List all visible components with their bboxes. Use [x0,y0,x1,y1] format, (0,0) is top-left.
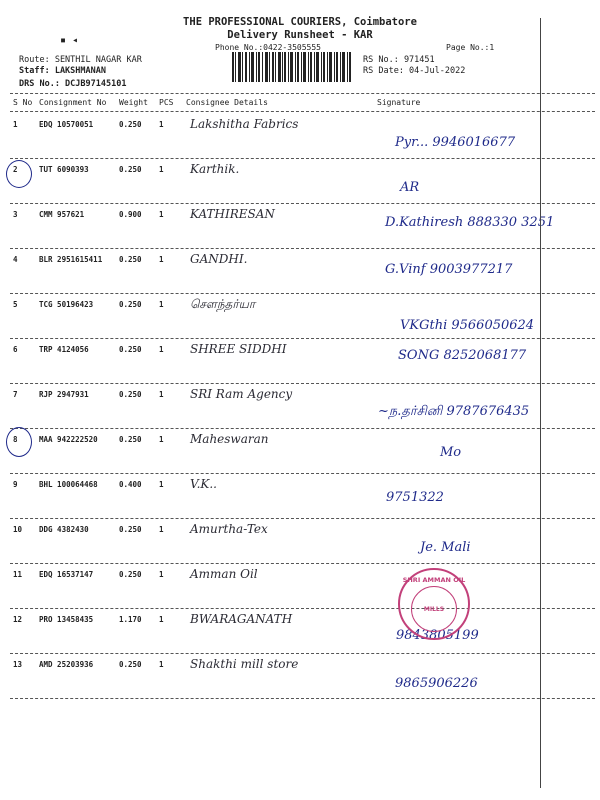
rs-date: RS Date: 04-Jul-2022 [363,66,466,76]
col-signature: Signature [377,98,421,107]
row-weight: 0.250 [119,300,142,309]
col-consignee: Consignee Details [186,98,268,107]
row-divider [10,563,595,564]
row-divider [10,473,595,474]
row-pcs: 1 [159,390,164,399]
row-divider [10,518,595,519]
row-sno: 6 [13,345,18,354]
row-consignment-no: TCG 50196423 [39,300,94,309]
drs-number: DRS No.: DCJB97145101 [19,79,127,89]
row-divider [10,653,595,654]
row-signature: VKGthi 9566050624 [400,318,535,333]
col-weight: Weight [119,98,148,107]
document-subtitle: Delivery Runsheet - KAR [227,29,373,41]
row-sno: 13 [13,660,23,669]
page-number: Page No.:1 [446,43,495,52]
row-weight: 0.250 [119,345,142,354]
row-consignment-no: PRO 13458435 [39,615,94,624]
row-signature: D.Kathiresh 888330 3251 [385,215,555,230]
row-consignee-name: KATHIRESAN [190,207,275,221]
row-consignee-name: GANDHI. [190,252,248,266]
barcode [232,52,352,82]
row-pcs: 1 [159,480,164,489]
phone-number: Phone No.:0422-3505555 [215,43,321,52]
ink-circle-mark [6,427,32,457]
row-sno: 3 [13,210,18,219]
row-weight: 0.250 [119,165,142,174]
row-sno: 5 [13,300,18,309]
row-consignee-name: சௌந்தர்யா [190,297,256,311]
row-consignee-name: Shakthi mill store [190,657,299,671]
rs-number: RS No.: 971451 [363,55,435,65]
row-consignee-name: SHREE SIDDHI [190,342,287,356]
ink-circle-mark [6,160,32,188]
stamp-inner-ring [411,586,457,632]
row-consignee-name: Amurtha-Tex [190,522,268,536]
row-sno: 11 [13,570,23,579]
row-divider [10,698,595,699]
row-consignment-no: BLR 2951615411 [39,255,103,264]
stamp-inner-text: MILLS [423,605,445,613]
row-signature: SONG 8252068177 [398,348,527,363]
row-consignment-no: AMD 25203936 [39,660,94,669]
row-signature: 9865906226 [395,676,478,691]
row-consignee-name: SRI Ram Agency [190,387,293,401]
row-divider [10,293,595,294]
row-consignee-name: Karthik. [190,162,240,176]
row-signature: AR [400,180,420,195]
row-signature: G.Vinf 9003977217 [385,262,513,277]
row-divider [10,338,595,339]
row-weight: 0.900 [119,210,142,219]
row-divider [10,248,595,249]
row-sno: 12 [13,615,23,624]
row-sno: 1 [13,120,18,129]
col-sno: S No [13,98,33,107]
row-sno: 7 [13,390,18,399]
divider [10,93,595,94]
row-consignment-no: DDG 4382430 [39,525,89,534]
row-signature: 9843805199 [396,628,479,643]
row-sno: 2 [13,165,18,174]
row-consignee-name: BWARAGANATH [190,612,293,626]
row-consignee-name: Amman Oil [190,567,258,581]
row-sno: 8 [13,435,18,444]
row-weight: 0.400 [119,480,142,489]
row-pcs: 1 [159,120,164,129]
row-divider [10,383,595,384]
row-pcs: 1 [159,165,164,174]
row-divider [10,158,595,159]
row-weight: 0.250 [119,435,142,444]
company-stamp [398,568,470,640]
row-consignment-no: MAA 942222520 [39,435,98,444]
row-weight: 0.250 [119,390,142,399]
row-sno: 9 [13,480,18,489]
row-weight: 0.250 [119,525,142,534]
staff-label: Staff: LAKSHMANAN [19,66,106,76]
row-weight: 0.250 [119,570,142,579]
row-consignment-no: RJP 2947931 [39,390,89,399]
row-divider [10,608,595,609]
row-divider [10,428,595,429]
row-pcs: 1 [159,435,164,444]
row-pcs: 1 [159,345,164,354]
row-consignee-name: V.K.. [190,477,217,491]
row-pcs: 1 [159,255,164,264]
col-consignment: Consignment No [39,98,107,107]
row-pcs: 1 [159,210,164,219]
row-consignment-no: TRP 4124056 [39,345,89,354]
stamp-outer-text: SHRI AMMAN OIL [402,576,466,584]
row-pcs: 1 [159,660,164,669]
row-signature: ~ந.தர்சினி 9787676435 [378,404,530,419]
row-signature: Pyr... 9946016677 [395,135,516,150]
row-weight: 0.250 [119,660,142,669]
document-title: THE PROFESSIONAL COURIERS, Coimbatore [183,16,417,28]
col-pcs: PCS [159,98,174,107]
row-consignment-no: BHL 100064468 [39,480,98,489]
row-signature: Mo [440,445,462,460]
row-consignment-no: CMM 957621 [39,210,85,219]
row-signature: Je. Mali [420,540,471,555]
row-consignee-name: Lakshitha Fabrics [190,117,299,131]
row-divider [10,203,595,204]
row-weight: 1.170 [119,615,142,624]
row-pcs: 1 [159,525,164,534]
row-consignee-name: Maheswaran [190,432,269,446]
row-weight: 0.250 [119,120,142,129]
route-label: Route: SENTHIL NAGAR KAR [19,55,142,65]
row-consignment-no: EDQ 16537147 [39,570,94,579]
logo-mark: ▪ ◂ [60,35,79,46]
row-weight: 0.250 [119,255,142,264]
row-sno: 4 [13,255,18,264]
divider [10,111,595,112]
row-consignment-no: EDQ 10570051 [39,120,94,129]
row-pcs: 1 [159,615,164,624]
row-pcs: 1 [159,570,164,579]
page-edge-line [540,18,541,788]
row-consignment-no: TUT 6090393 [39,165,89,174]
row-pcs: 1 [159,300,164,309]
row-signature: 9751322 [386,490,444,505]
row-sno: 10 [13,525,23,534]
